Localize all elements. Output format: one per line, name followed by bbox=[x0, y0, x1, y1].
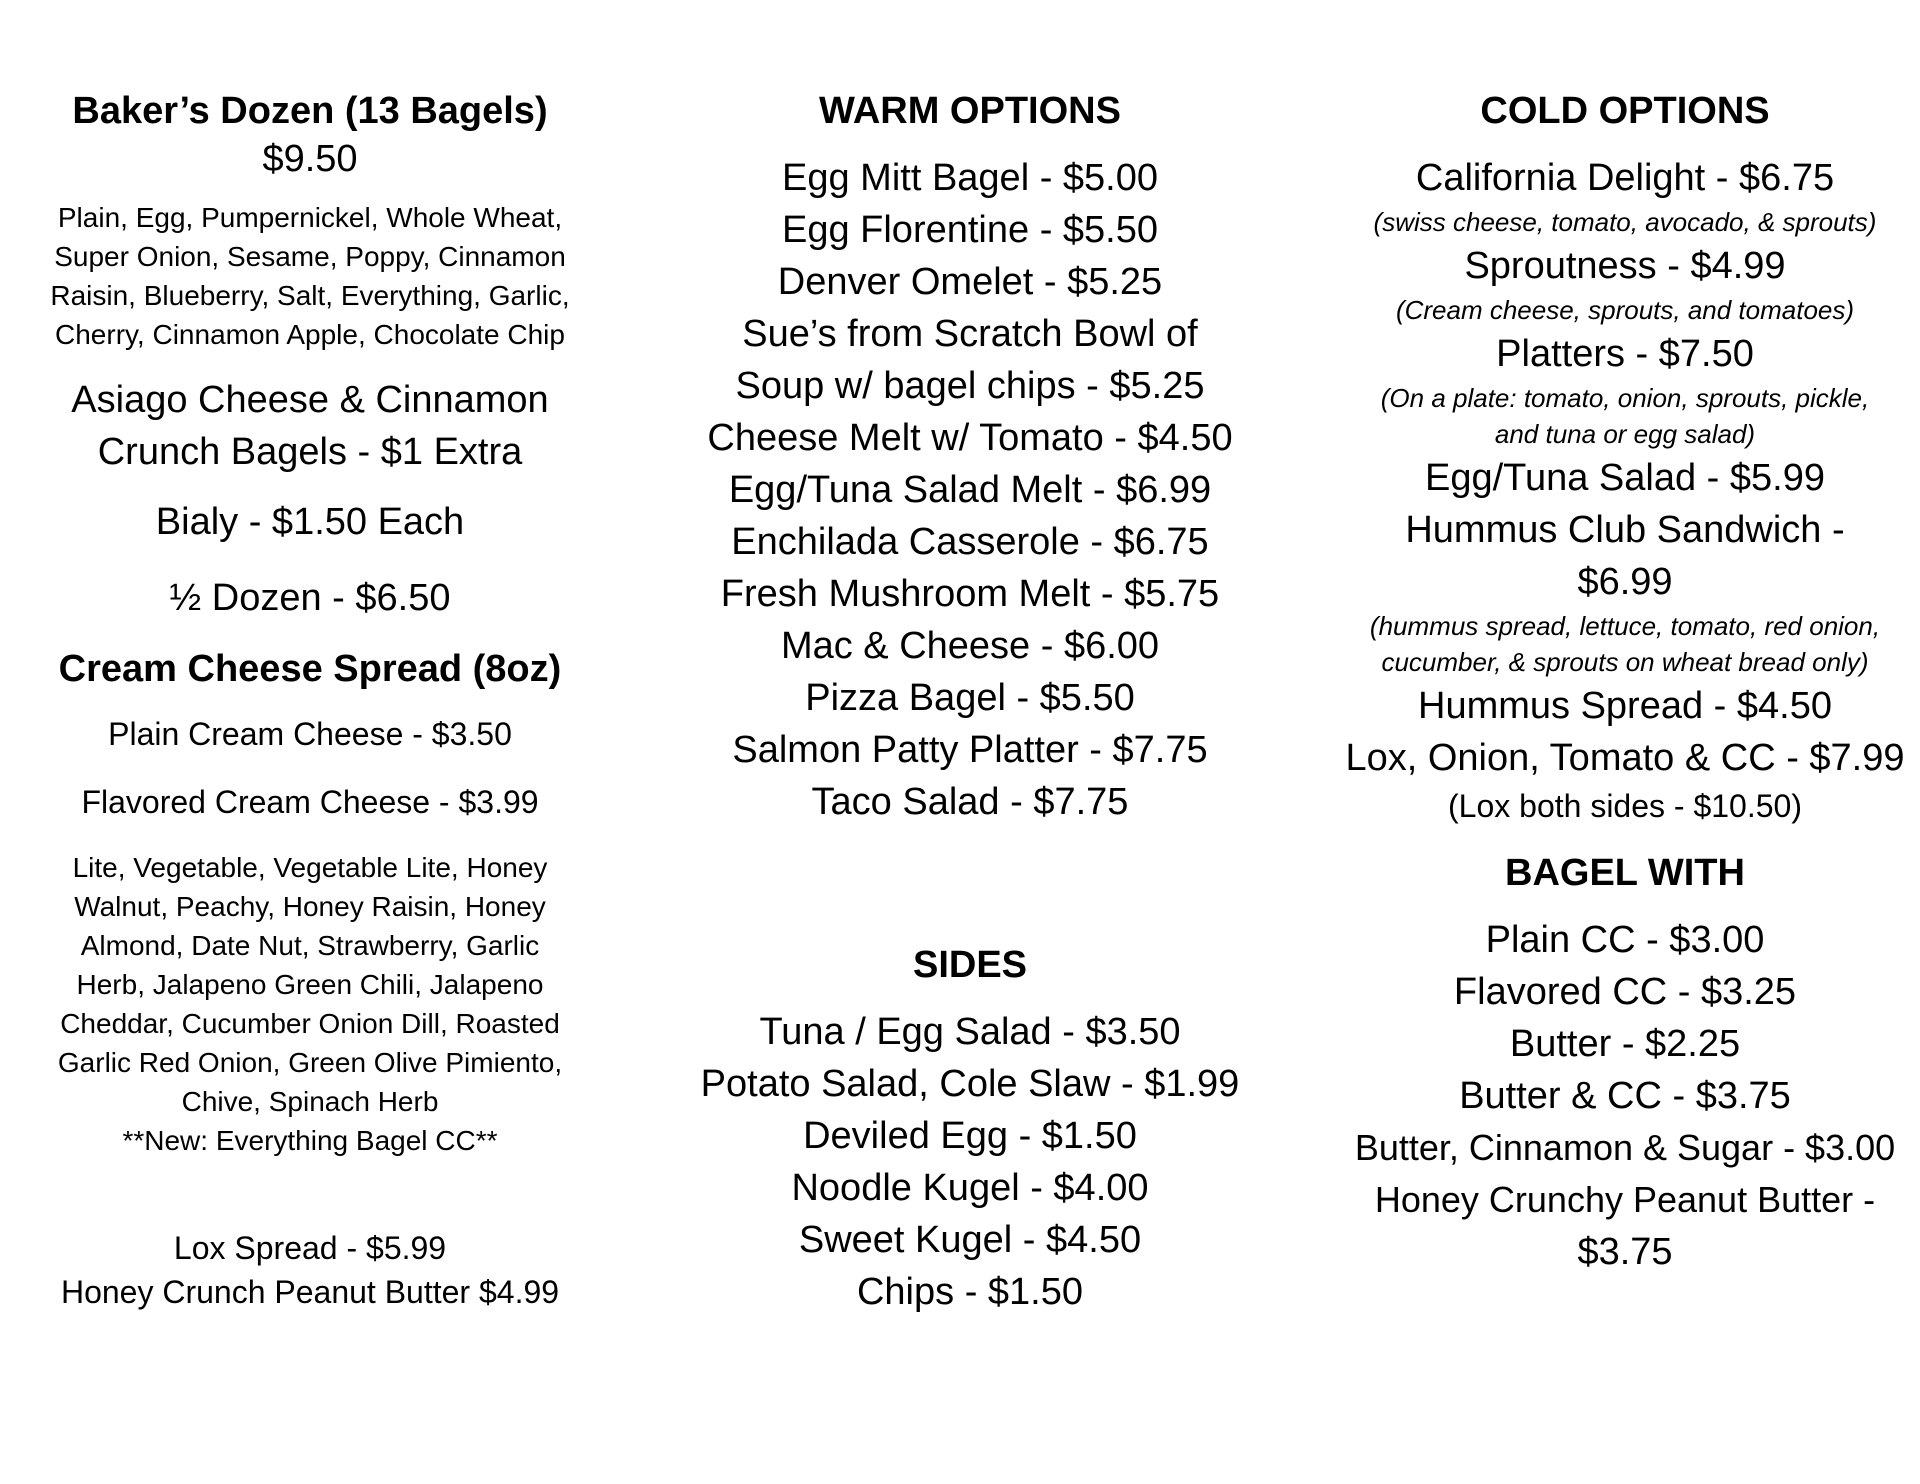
bagel-flavors-line: Plain, Egg, Pumpernickel, Whole Wheat, bbox=[57, 202, 563, 233]
warm-and-sides-column bbox=[680, 88, 1260, 1318]
plain-cream-cheese-item: Plain Cream Cheese - $3.50 bbox=[108, 716, 512, 752]
list-item: Chips - $1.50 bbox=[856, 1271, 1083, 1313]
lox-spread-item: Lox Spread - $5.99 bbox=[173, 1230, 447, 1266]
california-delight-note: (swiss cheese, tomato, avocado, & sprouts) bbox=[1373, 207, 1877, 237]
warm-options-title: WARM OPTIONS bbox=[819, 90, 1121, 132]
sproutness-item: Sproutness - $4.99 bbox=[1464, 245, 1786, 287]
bakers-dozen-price: $9.50 bbox=[262, 138, 358, 180]
bagel-flavors-line: Super Onion, Sesame, Poppy, Cinnamon bbox=[54, 241, 566, 272]
list-item: Egg/Tuna Salad Melt - $6.99 bbox=[728, 469, 1212, 511]
egg-tuna-salad-item: Egg/Tuna Salad - $5.99 bbox=[1425, 457, 1825, 499]
bagel-flavor-list bbox=[30, 198, 590, 354]
list-item: Taco Salad - $7.75 bbox=[811, 781, 1129, 823]
hummus-spread-item: Hummus Spread - $4.50 bbox=[1418, 685, 1832, 727]
cold-and-bagel-with-column bbox=[1340, 88, 1910, 1278]
cc-flavors-line: Herb, Jalapeno Green Chili, Jalapeno bbox=[76, 969, 544, 1000]
bialy-item: Bialy - $1.50 Each bbox=[155, 501, 465, 543]
hummus-club-line: Hummus Club Sandwich - bbox=[1405, 509, 1845, 551]
list-item: Enchilada Casserole - $6.75 bbox=[731, 521, 1209, 563]
cream-cheese-title: Cream Cheese Spread (8oz) bbox=[58, 648, 562, 690]
bagel-with-list bbox=[1340, 914, 1910, 1278]
platters-note-line: (On a plate: tomato, onion, sprouts, pickle, bbox=[1380, 383, 1870, 413]
cc-flavors-line: Chive, Spinach Herb bbox=[181, 1086, 439, 1117]
asiago-line: Crunch Bagels - $1 Extra bbox=[97, 431, 523, 473]
list-item: Denver Omelet - $5.25 bbox=[777, 261, 1163, 303]
list-item: Egg Florentine - $5.50 bbox=[781, 209, 1158, 251]
platters-note-line: and tuna or egg salad) bbox=[1494, 419, 1756, 449]
cc-flavors-line: Walnut, Peachy, Honey Raisin, Honey bbox=[74, 891, 546, 922]
bakers-dozen-title: Baker’s Dozen (13 Bagels) bbox=[72, 90, 548, 132]
list-item: Honey Crunchy Peanut Butter - bbox=[1374, 1179, 1876, 1220]
platters-item: Platters - $7.50 bbox=[1496, 333, 1754, 375]
list-item: Pizza Bagel - $5.50 bbox=[805, 677, 1135, 719]
list-item: Cheese Melt w/ Tomato - $4.50 bbox=[707, 417, 1233, 459]
list-item: Flavored CC - $3.25 bbox=[1453, 971, 1797, 1013]
asiago-item bbox=[30, 374, 590, 478]
list-item: Potato Salad, Cole Slaw - $1.99 bbox=[700, 1063, 1240, 1105]
sproutness-note: (Cream cheese, sprouts, and tomatoes) bbox=[1395, 295, 1855, 325]
hummus-club-note-line: cucumber, & sprouts on wheat bread only) bbox=[1381, 647, 1869, 677]
list-item: $3.75 bbox=[1577, 1231, 1673, 1273]
list-item: Butter - $2.25 bbox=[1509, 1023, 1741, 1065]
cold-options-title: COLD OPTIONS bbox=[1480, 90, 1770, 132]
asiago-line: Asiago Cheese & Cinnamon bbox=[71, 379, 549, 421]
list-item: Tuna / Egg Salad - $3.50 bbox=[759, 1011, 1181, 1053]
list-item: Mac & Cheese - $6.00 bbox=[780, 625, 1160, 667]
honey-crunch-pb-item: Honey Crunch Peanut Butter $4.99 bbox=[60, 1274, 560, 1310]
bagel-flavors-line: Raisin, Blueberry, Salt, Everything, Garlic, bbox=[50, 280, 570, 311]
california-delight-item: California Delight - $6.75 bbox=[1415, 157, 1835, 199]
list-item: Butter, Cinnamon & Sugar - $3.00 bbox=[1354, 1127, 1896, 1168]
list-item: Noodle Kugel - $4.00 bbox=[791, 1167, 1149, 1209]
bagel-flavors-line: Cherry, Cinnamon Apple, Chocolate Chip bbox=[55, 319, 565, 350]
cc-flavors-line: Cheddar, Cucumber Onion Dill, Roasted bbox=[60, 1008, 560, 1039]
hummus-club-line: $6.99 bbox=[1577, 561, 1673, 603]
lox-both-sides-note: (Lox both sides - $10.50) bbox=[1448, 788, 1802, 824]
list-item: Sue’s from Scratch Bowl of bbox=[742, 313, 1198, 355]
flavored-cream-cheese-item: Flavored Cream Cheese - $3.99 bbox=[81, 784, 539, 820]
sides-list bbox=[680, 1006, 1260, 1318]
list-item: Fresh Mushroom Melt - $5.75 bbox=[720, 573, 1220, 615]
sides-title: SIDES bbox=[912, 944, 1028, 986]
cc-flavors-line: **New: Everything Bagel CC** bbox=[122, 1125, 498, 1156]
cc-flavors-line: Almond, Date Nut, Strawberry, Garlic bbox=[80, 930, 540, 961]
cream-cheese-flavor-list bbox=[30, 848, 590, 1160]
warm-options-list bbox=[680, 152, 1260, 828]
list-item: Plain CC - $3.00 bbox=[1485, 919, 1765, 961]
list-item: Egg Mitt Bagel - $5.00 bbox=[782, 157, 1158, 199]
cc-flavors-line: Lite, Vegetable, Vegetable Lite, Honey bbox=[72, 852, 548, 883]
cc-flavors-line: Garlic Red Onion, Green Olive Pimiento, bbox=[57, 1047, 563, 1078]
list-item: Sweet Kugel - $4.50 bbox=[798, 1219, 1142, 1261]
list-item: Deviled Egg - $1.50 bbox=[803, 1115, 1137, 1157]
hummus-club-note-line: (hummus spread, lettuce, tomato, red onion, bbox=[1369, 611, 1881, 641]
lox-onion-tomato-item: Lox, Onion, Tomato & CC - $7.99 bbox=[1345, 737, 1905, 779]
list-item: Butter & CC - $3.75 bbox=[1459, 1075, 1791, 1117]
list-item: Soup w/ bagel chips - $5.25 bbox=[735, 365, 1205, 407]
bagel-with-title: BAGEL WITH bbox=[1505, 852, 1745, 894]
bagels-column bbox=[30, 88, 590, 1314]
list-item: Salmon Patty Platter - $7.75 bbox=[732, 729, 1208, 771]
half-dozen-item: ½ Dozen - $6.50 bbox=[169, 577, 451, 619]
